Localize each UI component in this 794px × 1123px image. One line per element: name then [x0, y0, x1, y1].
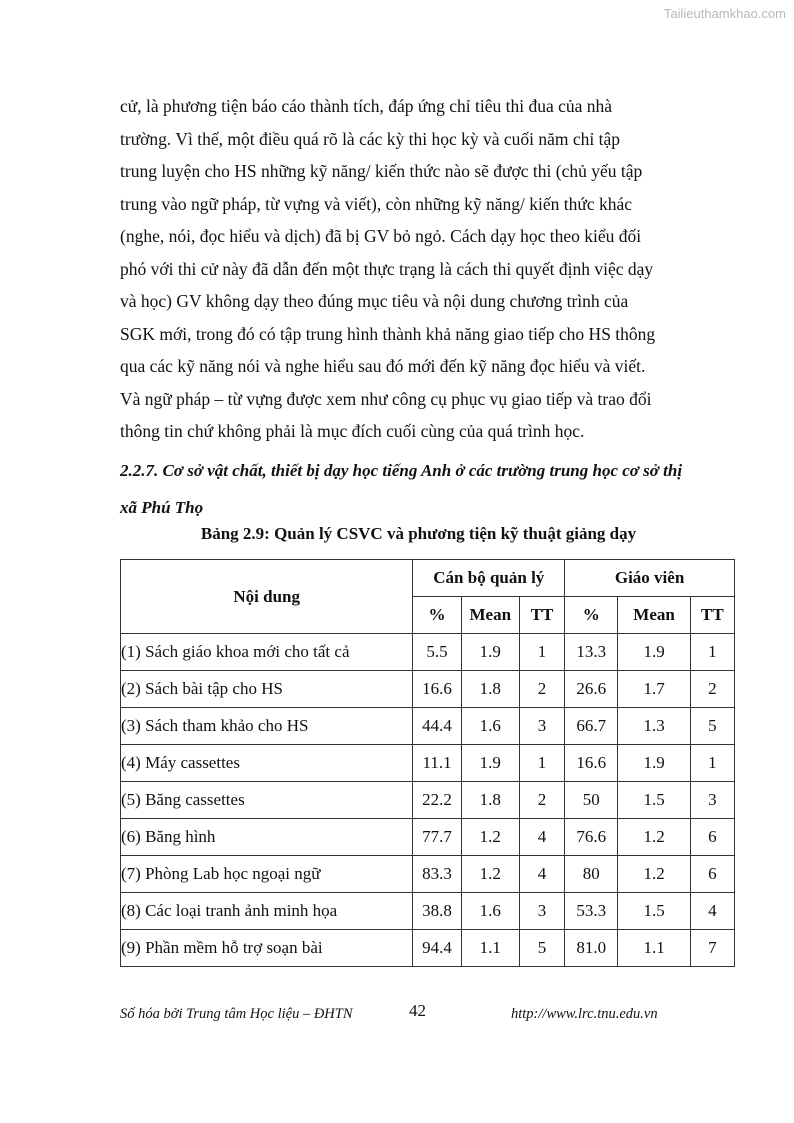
manager-rank: 3 [519, 893, 564, 930]
teacher-percent: 53.3 [565, 893, 618, 930]
teacher-percent: 13.3 [565, 634, 618, 671]
teacher-percent: 80 [565, 856, 618, 893]
header-teachers: Giáo viên [565, 560, 735, 597]
table-caption: Bảng 2.9: Quản lý CSVC và phương tiện kỹ thuật giảng dạy [200, 524, 637, 543]
subheader-mean: Mean [461, 597, 519, 634]
paragraph-line: phó với thi cử này đã dẫn đến một thực trạng là cách thi quyết định việc dạy [120, 258, 654, 279]
page-number: 42 [409, 1001, 426, 1020]
subheader-percent: % [413, 597, 461, 634]
paragraph-line: thông tin chứ không phải là mục đích cuối cùng của quá trình học. [120, 421, 585, 441]
teacher-rank: 7 [690, 930, 734, 967]
subheader-rank: TT [519, 597, 564, 634]
teacher-rank: 3 [690, 782, 734, 819]
row-label: (3) Sách tham khảo cho HS [121, 708, 413, 745]
table-row [121, 671, 735, 708]
teacher-percent: 76.6 [565, 819, 618, 856]
body-paragraph [120, 90, 717, 448]
header-managers: Cán bộ quản lý [413, 560, 565, 597]
manager-rank: 5 [519, 930, 564, 967]
manager-mean: 1.2 [461, 856, 519, 893]
teacher-mean: 1.5 [618, 782, 690, 819]
teacher-percent: 50 [565, 782, 618, 819]
paragraph-line: Và ngữ pháp – từ vựng được xem như công cụ phục vụ giao tiếp và trao đổi [120, 388, 652, 409]
manager-mean: 1.2 [461, 819, 519, 856]
manager-mean: 1.9 [461, 634, 519, 671]
teacher-mean: 1.9 [618, 745, 690, 782]
teacher-mean: 1.2 [618, 856, 690, 893]
teacher-percent: 16.6 [565, 745, 618, 782]
row-label: (1) Sách giáo khoa mới cho tất cả [121, 634, 413, 671]
section-heading [120, 452, 717, 526]
manager-percent: 94.4 [413, 930, 461, 967]
teacher-percent: 81.0 [565, 930, 618, 967]
manager-rank: 1 [519, 745, 564, 782]
teacher-rank: 5 [690, 708, 734, 745]
table-header-row [121, 560, 735, 597]
section-heading-line: 2.2.7. Cơ sở vật chất, thiết bị dạy học tiếng Anh ở các trường trung học cơ sở thị [120, 460, 683, 480]
manager-mean: 1.6 [461, 708, 519, 745]
teacher-mean: 1.9 [618, 634, 690, 671]
manager-percent: 5.5 [413, 634, 461, 671]
teacher-percent: 66.7 [565, 708, 618, 745]
watermark-text: Tailieuthamkhao.com [663, 6, 786, 21]
paragraph-line: SGK mới, trong đó có tập trung hình thành khả năng giao tiếp cho HS thông [120, 323, 656, 344]
manager-percent: 16.6 [413, 671, 461, 708]
manager-percent: 38.8 [413, 893, 461, 930]
paragraph-line: qua các kỹ năng nói và nghe hiểu sau đó mới đến kỹ năng đọc hiểu và viết. [120, 356, 646, 376]
teacher-mean: 1.1 [618, 930, 690, 967]
subheader-mean: Mean [618, 597, 690, 634]
teacher-rank: 6 [690, 819, 734, 856]
table-row [121, 930, 735, 967]
manager-rank: 3 [519, 708, 564, 745]
row-label: (9) Phần mềm hỗ trợ soạn bài [121, 930, 413, 967]
teacher-mean: 1.7 [618, 671, 690, 708]
page-content [120, 90, 724, 957]
manager-rank: 4 [519, 819, 564, 856]
footer-source: Số hóa bởi Trung tâm Học liệu – ĐHTN [120, 1006, 353, 1022]
manager-mean: 1.9 [461, 745, 519, 782]
manager-rank: 1 [519, 634, 564, 671]
manager-percent: 22.2 [413, 782, 461, 819]
table-row [121, 745, 735, 782]
paragraph-line: (nghe, nói, đọc hiểu và dịch) đã bị GV bỏ ngỏ. Cách dạy học theo kiểu đối [120, 226, 642, 246]
paragraph-line: và học) GV không dạy theo đúng mục tiêu và nội dung chương trình của [120, 291, 629, 311]
manager-percent: 83.3 [413, 856, 461, 893]
manager-rank: 2 [519, 782, 564, 819]
paragraph-line: trung luyện cho HS những kỹ năng/ kiến thức nào sẽ được thi (chủ yếu tập [120, 161, 643, 181]
teacher-percent: 26.6 [565, 671, 618, 708]
paragraph-line: trường. Vì thế, một điều quá rõ là các kỳ thi học kỳ và cuối năm chỉ tập [120, 128, 621, 149]
manager-rank: 2 [519, 671, 564, 708]
teacher-mean: 1.2 [618, 819, 690, 856]
manager-percent: 44.4 [413, 708, 461, 745]
row-label: (2) Sách bài tập cho HS [121, 671, 413, 708]
manager-mean: 1.8 [461, 671, 519, 708]
row-label: (8) Các loại tranh ảnh minh họa [121, 893, 413, 930]
manager-percent: 11.1 [413, 745, 461, 782]
table-row [121, 893, 735, 930]
subheader-percent: % [565, 597, 618, 634]
table-row [121, 856, 735, 893]
paragraph-line: trung vào ngữ pháp, từ vựng và viết), còn những kỹ năng/ kiến thức khác [120, 193, 633, 214]
manager-rank: 4 [519, 856, 564, 893]
section-heading-line: xã Phú Thọ [120, 497, 204, 517]
teacher-rank: 1 [690, 745, 734, 782]
footer-url: http://www.lrc.tnu.edu.vn [511, 1006, 658, 1022]
manager-mean: 1.8 [461, 782, 519, 819]
row-label: (4) Máy cassettes [121, 745, 413, 782]
teacher-mean: 1.3 [618, 708, 690, 745]
manager-percent: 77.7 [413, 819, 461, 856]
row-label: (5) Băng cassettes [121, 782, 413, 819]
data-table [120, 559, 735, 967]
table-row [121, 819, 735, 856]
table-row [121, 634, 735, 671]
manager-mean: 1.6 [461, 893, 519, 930]
row-label: (6) Băng hình [121, 819, 413, 856]
teacher-rank: 4 [690, 893, 734, 930]
teacher-rank: 2 [690, 671, 734, 708]
teacher-rank: 1 [690, 634, 734, 671]
teacher-rank: 6 [690, 856, 734, 893]
teacher-mean: 1.5 [618, 893, 690, 930]
table-row [121, 708, 735, 745]
subheader-rank: TT [690, 597, 734, 634]
table-row [121, 782, 735, 819]
manager-mean: 1.1 [461, 930, 519, 967]
header-content: Nội dung [121, 560, 413, 634]
row-label: (7) Phòng Lab học ngoại ngữ [121, 856, 413, 893]
paragraph-line: cử, là phương tiện báo cáo thành tích, đáp ứng chỉ tiêu thi đua của nhà [120, 96, 613, 116]
